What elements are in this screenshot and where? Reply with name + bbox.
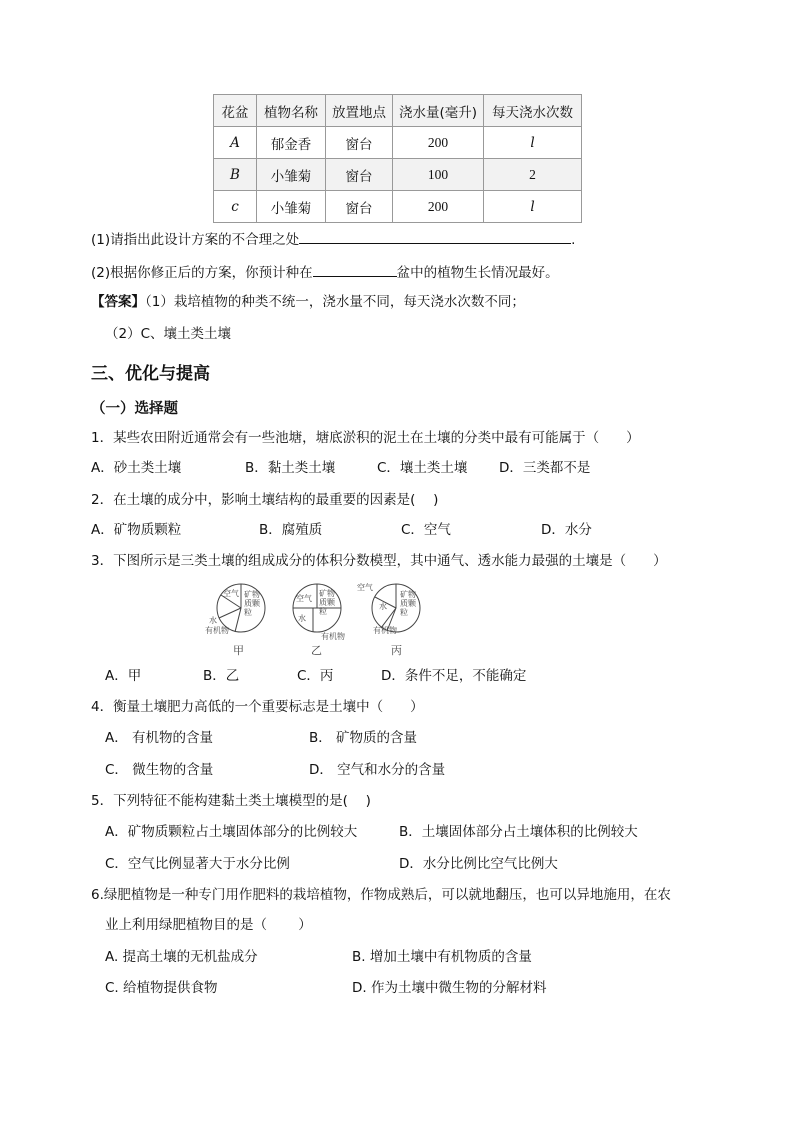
mc-question-6-continued: 业上利用绿肥植物目的是（ ） [105, 917, 312, 933]
section-title: 三、优化与提高 [91, 364, 210, 384]
table-cell: 窗台 [326, 191, 393, 223]
mc-question-5: 5．下列特征不能构建黏土类土壤模型的是( ) [91, 793, 371, 809]
figure-label-bing: 丙 [391, 644, 402, 657]
table-cell: 窗台 [326, 159, 393, 191]
table-cell: 小雏菊 [257, 159, 326, 191]
answer-line-2: （2）C、壤土类土壤 [105, 326, 232, 342]
mc-question-6: 6.绿肥植物是一种专门用作肥料的栽培植物，作物成熟后，可以就地翻压，也可以异地施用，在农 [91, 887, 671, 903]
question-2-line [91, 262, 559, 283]
answer-blank-2[interactable] [313, 262, 397, 277]
part-label-air: 空气 [296, 594, 312, 603]
part-label-water: 水 [298, 614, 306, 623]
table-row [214, 159, 582, 191]
table-header-cell: 花盆 [214, 95, 257, 127]
mc-option[interactable]: A． 有机物的含量 [105, 730, 214, 746]
mc-option[interactable]: C．壤土类土壤 [377, 460, 468, 476]
part-label-air: 空气 [357, 583, 373, 592]
part-label-organic: 有机物 [205, 626, 229, 635]
table-header-cell: 浇水量(毫升) [393, 95, 484, 127]
mc-option[interactable]: D．水分比例比空气比例大 [399, 856, 558, 872]
table-row [214, 127, 582, 159]
table-row [214, 191, 582, 223]
table-header-row [214, 95, 582, 127]
subsection-title: （一）选择题 [91, 401, 178, 417]
part-label-water: 水 [379, 602, 387, 611]
mc-option[interactable]: B． 矿物质的含量 [309, 730, 418, 746]
mc-question-3: 3．下图所示是三类土壤的组成成分的体积分数模型，其中通气、透水能力最强的土壤是（ ） [91, 553, 667, 569]
table-cell: B [214, 159, 257, 191]
mc-option[interactable]: C． 微生物的含量 [105, 762, 214, 778]
part-label-air: 空气 [223, 589, 239, 598]
mc-question-2: 2．在土壤的成分中，影响土壤结构的最重要的因素是( ) [91, 492, 439, 508]
table-cell: l [484, 191, 582, 223]
mc-option[interactable]: B．土壤固体部分占土壤体积的比例较大 [399, 824, 638, 840]
mc-question-4: 4．衡量土壤肥力高低的一个重要标志是土壤中（ ） [91, 699, 424, 715]
table-cell: 2 [484, 159, 582, 191]
mc-option[interactable]: A．矿物质颗粒占土壤固体部分的比例较大 [105, 824, 358, 840]
mc-option[interactable]: C．丙 [297, 668, 334, 684]
mc-option[interactable]: A. 提高土壤的无机盐成分 [105, 949, 258, 965]
mc-option[interactable]: D．条件不足，不能确定 [381, 668, 527, 684]
mc-option[interactable]: B．黏土类土壤 [245, 460, 336, 476]
question-2-text: (2)根据你修正后的方案，你预计种在 [91, 265, 313, 281]
answer-text-1: （1）栽培植物的种类不统一，浇水量不同，每天浇水次数不同； [145, 294, 525, 310]
question-1-end: . [571, 232, 576, 248]
mc-option[interactable]: B．乙 [203, 668, 240, 684]
question-2-end: 盆中的植物生长情况最好。 [396, 265, 559, 281]
mc-option[interactable]: C. 给植物提供食物 [105, 980, 218, 996]
mc-option[interactable]: D． 空气和水分的含量 [309, 762, 446, 778]
mc-option[interactable]: D. 作为土壤中微生物的分解材料 [352, 980, 547, 996]
part-label-organic: 有机物 [321, 632, 345, 641]
part-label-mineral: 矿物质颗粒 [244, 590, 260, 617]
mc-question-1: 1．某些农田附近通常会有一些池塘，塘底淤积的泥土在土壤的分类中最有可能属于（ ） [91, 430, 640, 446]
table-cell: 200 [393, 127, 484, 159]
mc-option[interactable]: B. 增加土壤中有机物质的含量 [352, 949, 532, 965]
answer-label: 【答案】 [91, 294, 145, 310]
question-1-text: (1)请指出此设计方案的不合理之处 [91, 232, 300, 248]
part-label-mineral: 矿物质颗粒 [319, 589, 335, 616]
table-cell: 200 [393, 191, 484, 223]
experiment-table [213, 94, 582, 223]
table-header-cell: 植物名称 [257, 95, 326, 127]
mc-option[interactable]: A．甲 [105, 668, 142, 684]
table-cell: 郁金香 [257, 127, 326, 159]
mc-option[interactable]: A．矿物质颗粒 [91, 522, 182, 538]
mc-option[interactable]: C．空气 [401, 522, 451, 538]
table-cell: l [484, 127, 582, 159]
mc-option[interactable]: D．三类都不是 [499, 460, 591, 476]
table-cell: 100 [393, 159, 484, 191]
answer-blank-1[interactable] [299, 229, 571, 244]
part-label-mineral: 矿物质颗粒 [400, 590, 416, 617]
mc-option[interactable]: D．水分 [541, 522, 592, 538]
table-header-cell: 每天浇水次数 [484, 95, 582, 127]
table-cell: 窗台 [326, 127, 393, 159]
table-cell: c [214, 191, 257, 223]
part-label-organic: 有机物 [373, 626, 397, 635]
mc-option[interactable]: A．砂土类土壤 [91, 460, 182, 476]
figure-label-jia: 甲 [233, 644, 244, 657]
mc-option[interactable]: C．空气比例显著大于水分比例 [105, 856, 290, 872]
question-1-line [91, 229, 575, 250]
part-label-water: 水 [209, 616, 217, 625]
answer-line-1 [91, 292, 525, 312]
table-cell: A [214, 127, 257, 159]
figure-label-yi: 乙 [311, 644, 322, 657]
table-cell: 小雏菊 [257, 191, 326, 223]
soil-composition-figure [195, 578, 435, 658]
mc-option[interactable]: B．腐殖质 [259, 522, 323, 538]
table-header-cell: 放置地点 [326, 95, 393, 127]
